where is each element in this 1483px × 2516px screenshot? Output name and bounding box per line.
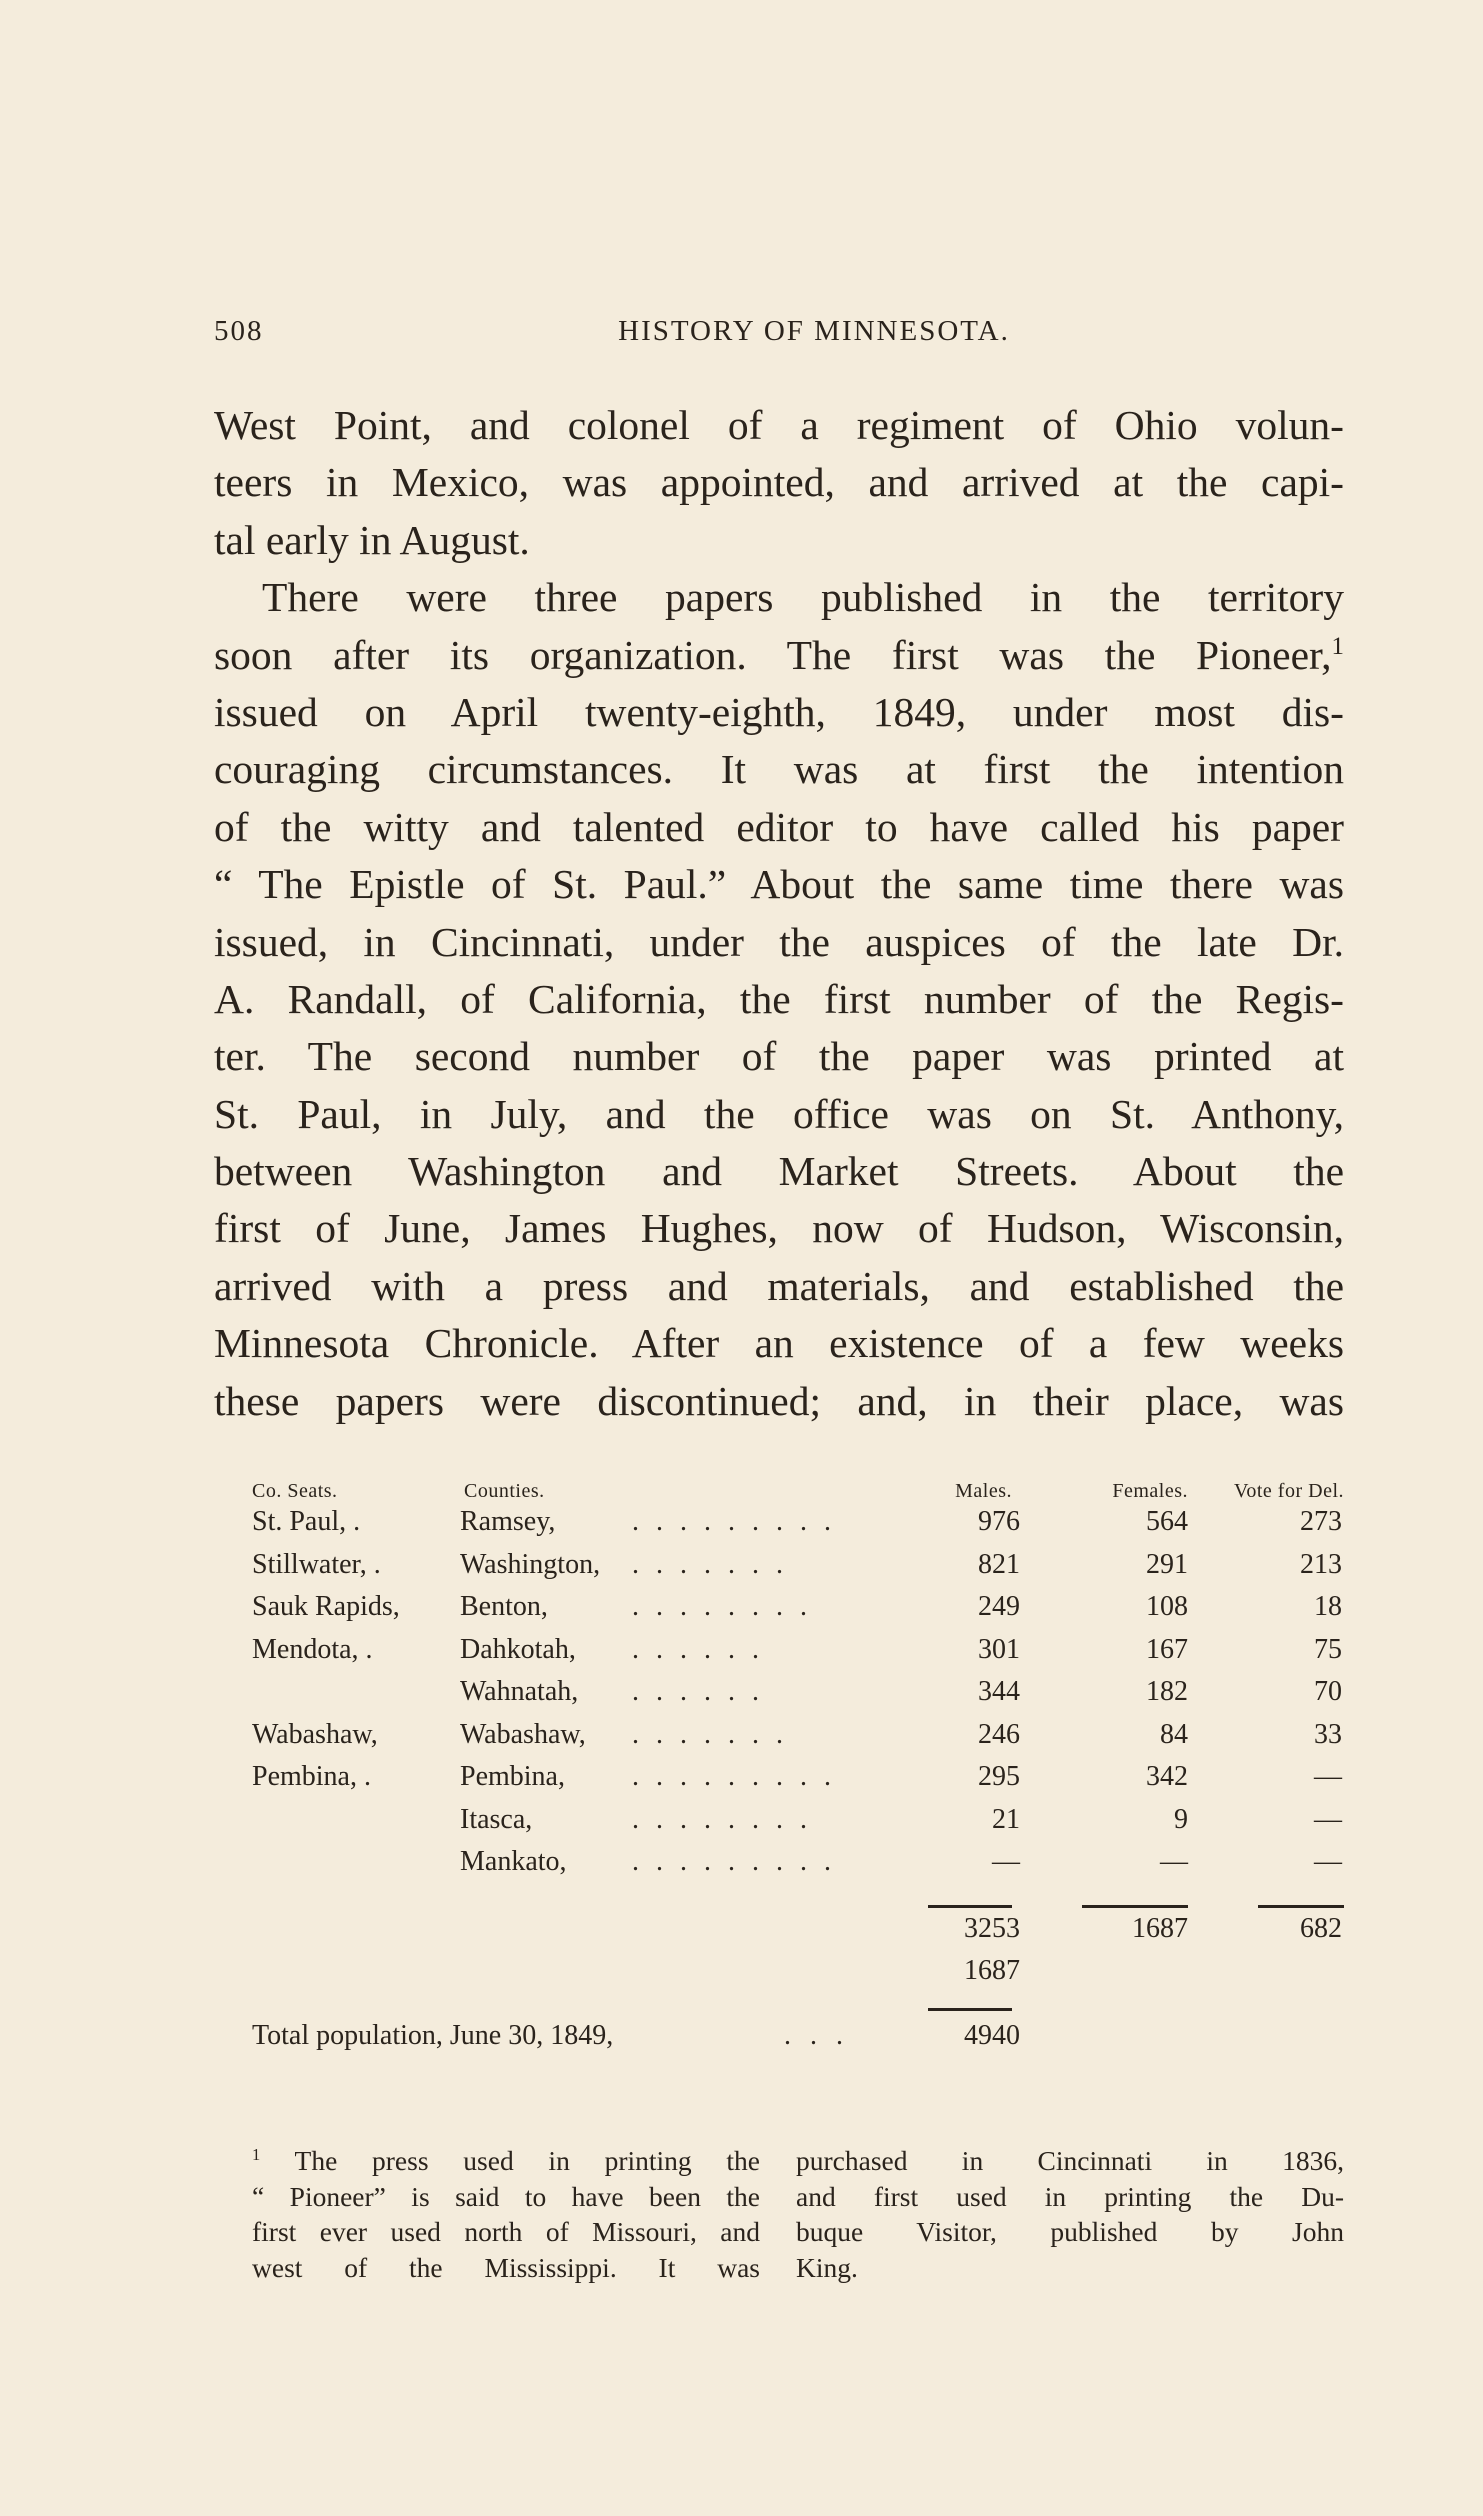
- sum-rule: [928, 2008, 1012, 2011]
- running-head: [214, 315, 1344, 355]
- cell-seat: St. Paul, .: [252, 1506, 361, 1537]
- table-body: [252, 1506, 1344, 1889]
- table-row: [252, 1846, 1344, 1889]
- cell-males: 246: [912, 1719, 1020, 1751]
- cell-females: 84: [1160, 1718, 1188, 1750]
- vote-rule: [1258, 1905, 1344, 1908]
- cell-vote: —: [1314, 1803, 1342, 1835]
- cell-seat: Stillwater, .: [252, 1548, 381, 1580]
- text-line: There were three papers published in the territory: [262, 574, 1344, 621]
- text-fragment: The press used in printing the: [294, 2145, 760, 2176]
- cell-males: 344: [912, 1676, 1020, 1708]
- cell-females: 564: [1146, 1506, 1188, 1537]
- cell-males: 301: [912, 1634, 1020, 1666]
- text-line: A. Randall, of California, the first number of the Regis-: [214, 975, 1344, 1022]
- text-line: “ The Epistle of St. Paul.” About the same time there was: [214, 861, 1344, 908]
- table-row: [252, 1591, 1344, 1634]
- table-row: [252, 1761, 1344, 1804]
- table-row: [252, 1676, 1344, 1719]
- cell-females: 291: [1146, 1548, 1188, 1580]
- cell-vote: 33: [1314, 1718, 1342, 1750]
- carried-row: [252, 1955, 1344, 1998]
- cell-county: Ramsey,: [460, 1506, 556, 1537]
- males-rule: [928, 1905, 1012, 1908]
- cell-vote: 18: [1314, 1591, 1342, 1622]
- text-line: [214, 627, 1344, 684]
- table-row: [252, 1634, 1344, 1677]
- text-line: of the witty and talented editor to have called his paper: [214, 803, 1344, 850]
- page-number: 508: [214, 315, 264, 347]
- total-population-label: Total population, June 30, 1849,: [252, 2019, 614, 2051]
- text-line: issued, in Cincinnati, under the auspices of the late Dr.: [214, 918, 1344, 965]
- cell-county: Dahkotah,: [460, 1633, 576, 1665]
- census-table: [252, 1470, 1344, 2062]
- text-line: arrived with a press and materials, and established the: [214, 1262, 1344, 1309]
- cell-leader: . . . . . . . . .: [632, 1506, 836, 1537]
- cell-vote: 75: [1314, 1633, 1342, 1665]
- total-vote: 682: [1300, 1912, 1342, 1944]
- cell-females: 182: [1146, 1676, 1188, 1707]
- total-population-leader: . . .: [784, 2019, 849, 2051]
- table-header: [252, 1470, 1344, 1506]
- text-line: issued on April twenty-eighth, 1849, under most dis-: [214, 688, 1344, 735]
- rule-row: [252, 1998, 1344, 2020]
- cell-county: Itasca,: [460, 1803, 533, 1835]
- cell-females: —: [1160, 1846, 1188, 1877]
- table-row: [252, 1506, 1344, 1549]
- footnote-right-column: [796, 2143, 1344, 2285]
- cell-seat: Wabashaw,: [252, 1718, 378, 1750]
- cell-females: 167: [1146, 1633, 1188, 1665]
- cell-vote: —: [1314, 1846, 1342, 1877]
- cell-vote: —: [1314, 1761, 1342, 1792]
- cell-males: 21: [912, 1804, 1020, 1836]
- table-row: [252, 1719, 1344, 1762]
- cell-county: Benton,: [460, 1591, 548, 1622]
- header-males: Males.: [955, 1480, 1012, 1502]
- total-population-value: 4940: [964, 2019, 1020, 2051]
- text-fragment: soon after its organization. The first was the Pioneer,: [214, 631, 1332, 678]
- totals-row: [252, 1913, 1344, 1956]
- footnote-line: [252, 2143, 760, 2179]
- text-line: teers in Mexico, was appointed, and arrived at the capi-: [214, 459, 1344, 506]
- females-rule: [1082, 1905, 1188, 1908]
- total-population-row: [252, 2020, 1344, 2063]
- cell-county: Pembina,: [460, 1761, 565, 1792]
- header-counties: Counties.: [464, 1480, 545, 1502]
- rule-row: [252, 1889, 1344, 1913]
- footnote-line: King.: [796, 2251, 858, 2283]
- cell-leader: . . . . . . . . .: [632, 1846, 836, 1877]
- cell-leader: . . . . . . .: [632, 1718, 788, 1750]
- cell-leader: . . . . . . . . .: [632, 1761, 836, 1792]
- cell-leader: . . . . . . .: [632, 1548, 788, 1580]
- cell-seat: Mendota, .: [252, 1633, 373, 1665]
- text-line: first of June, James Hughes, now of Hudson, Wisconsin,: [214, 1205, 1344, 1252]
- cell-leader: . . . . . .: [632, 1676, 764, 1707]
- cell-county: Wabashaw,: [460, 1718, 586, 1750]
- footnote-line: “ Pioneer” is said to have been the: [252, 2180, 760, 2212]
- cell-county: Washington,: [460, 1548, 601, 1580]
- footnote-left-column: [252, 2143, 760, 2285]
- running-title: HISTORY OF MINNESOTA.: [618, 315, 1010, 347]
- text-line: these papers were discontinued; and, in their place, was: [214, 1377, 1344, 1424]
- text-line: West Point, and colonel of a regiment of Ohio volun-: [214, 402, 1344, 448]
- footnote-line: buque Visitor, published by John: [796, 2216, 1344, 2247]
- header-county-seats: Co. Seats.: [252, 1480, 338, 1502]
- total-females: 1687: [1132, 1912, 1188, 1944]
- cell-seat: Sauk Rapids,: [252, 1591, 400, 1622]
- cell-vote: 213: [1300, 1548, 1342, 1580]
- footnote-line: first ever used north of Missouri, and: [252, 2216, 760, 2247]
- footnote-ref: 1: [1331, 632, 1344, 660]
- cell-leader: . . . . . .: [632, 1633, 764, 1665]
- cell-vote: 273: [1300, 1506, 1342, 1537]
- footnote-line: purchased in Cincinnati in 1836,: [796, 2145, 1344, 2176]
- footnote-line: west of the Mississippi. It was: [252, 2251, 760, 2283]
- cell-leader: . . . . . . . .: [632, 1803, 812, 1835]
- cell-females: 9: [1174, 1803, 1188, 1835]
- table-row: [252, 1549, 1344, 1592]
- cell-males: 249: [912, 1591, 1020, 1623]
- cell-males: 821: [912, 1549, 1020, 1581]
- footnote-line: and first used in printing the Du-: [796, 2180, 1344, 2212]
- cell-males: 295: [912, 1761, 1020, 1793]
- text-line: Minnesota Chronicle. After an existence of a few weeks: [214, 1320, 1344, 1367]
- cell-county: Wahnatah,: [460, 1676, 579, 1707]
- text-line: couraging circumstances. It was at first the intention: [214, 746, 1344, 793]
- footnote-marker: 1: [252, 2144, 261, 2164]
- cell-males: 976: [912, 1506, 1020, 1538]
- text-line: St. Paul, in July, and the office was on St. Anthony,: [214, 1090, 1344, 1137]
- cell-females: 342: [1146, 1761, 1188, 1792]
- text-line: ter. The second number of the paper was printed at: [214, 1033, 1344, 1080]
- header-vote: Vote for Del.: [1234, 1480, 1344, 1502]
- text-line: tal early in August.: [214, 516, 530, 563]
- cell-vote: 70: [1314, 1676, 1342, 1707]
- cell-leader: . . . . . . . .: [632, 1591, 812, 1622]
- cell-males: —: [912, 1846, 1020, 1878]
- body-text: [214, 397, 1344, 1430]
- cell-seat: Pembina, .: [252, 1761, 371, 1792]
- table-row: [252, 1804, 1344, 1847]
- total-males: 3253: [964, 1912, 1020, 1944]
- text-line: between Washington and Market Streets. About the: [214, 1148, 1344, 1195]
- cell-county: Mankato,: [460, 1846, 567, 1877]
- header-females: Females.: [1112, 1480, 1188, 1502]
- cell-females: 108: [1146, 1591, 1188, 1622]
- carried-females: 1687: [964, 1955, 1020, 1986]
